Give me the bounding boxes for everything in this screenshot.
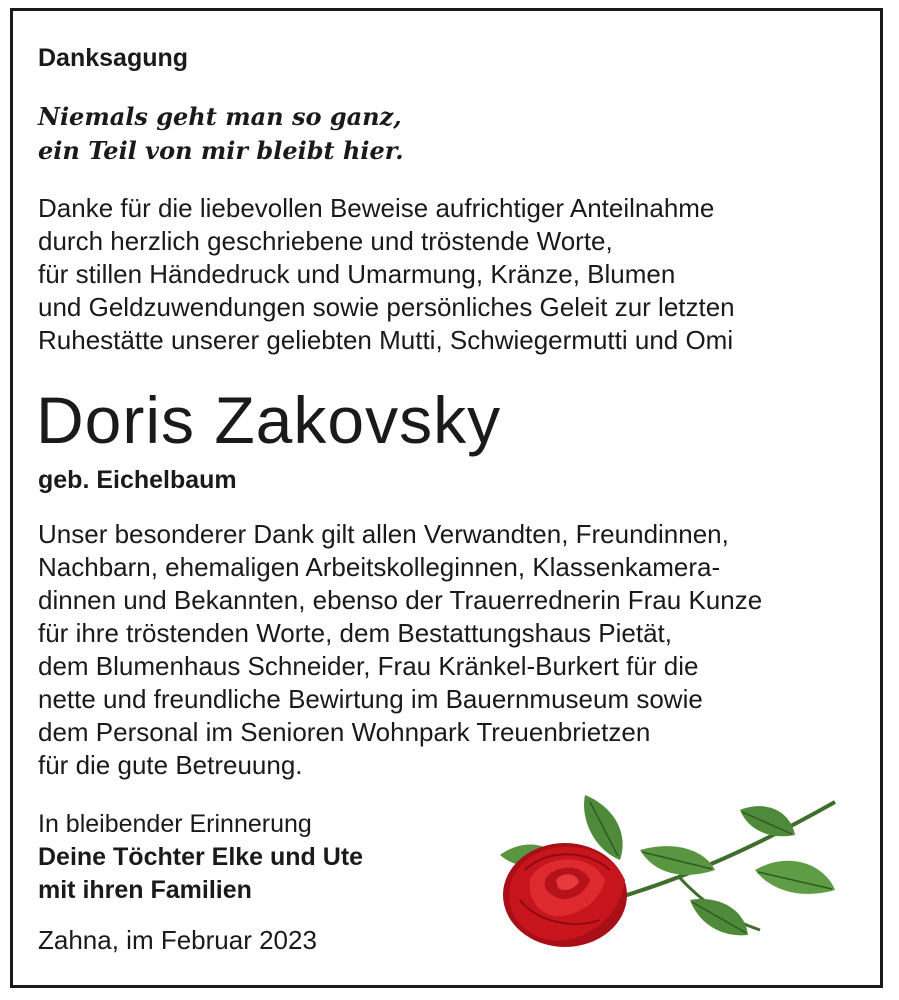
motto-line: Niemals geht man so ganz, [38,102,402,131]
thanks-line: für die gute Betreuung. [38,750,303,780]
thanks-line: für ihre tröstenden Worte, dem Bestattungshaus Pietät, [38,618,672,648]
closing-line: In bleibender Erinnerung [38,810,312,838]
intro-line: Danke für die liebevollen Beweise aufrichtiger Anteilnahme [38,193,715,223]
thanks-line: dem Blumenhaus Schneider, Frau Kränkel-Burkert für die [38,651,699,681]
thanks-line: dinnen und Bekannten, ebenso der Trauerrednerin Frau Kunze [38,585,763,615]
intro-paragraph [38,192,735,357]
signers-line: mit ihren Familien [38,876,252,904]
thanks-line: dem Personal im Senioren Wohnpark Treuenbrietzen [38,717,651,747]
intro-line: und Geldzuwendungen sowie persönliches Geleit zur letzten [38,292,735,322]
intro-line: durch herzlich geschriebene und tröstende Worte, [38,226,613,256]
closing-block [38,808,363,907]
notice-heading: Danksagung [38,44,189,72]
motto [38,100,404,168]
rose-icon [490,780,850,950]
intro-line: Ruhestätte unserer geliebten Mutti, Schwiegermutti und Omi [38,325,734,355]
deceased-name: Doris Zakovsky [36,383,502,457]
thanks-line: Nachbarn, ehemaligen Arbeitskolleginnen, Klassenkamera- [38,552,721,582]
birth-name: geb. Eichelbaum [38,466,237,494]
motto-line: ein Teil von mir bleibt hier. [38,136,404,165]
thanks-line: nette und freundliche Bewirtung im Bauernmuseum sowie [38,684,703,714]
thanks-paragraph [38,518,762,782]
intro-line: für stillen Händedruck und Umarmung, Kränze, Blumen [38,259,676,289]
place-date: Zahna, im Februar 2023 [38,925,317,955]
signers-line: Deine Töchter Elke und Ute [38,843,364,871]
thanks-line: Unser besonderer Dank gilt allen Verwandten, Freundinnen, [38,519,729,549]
